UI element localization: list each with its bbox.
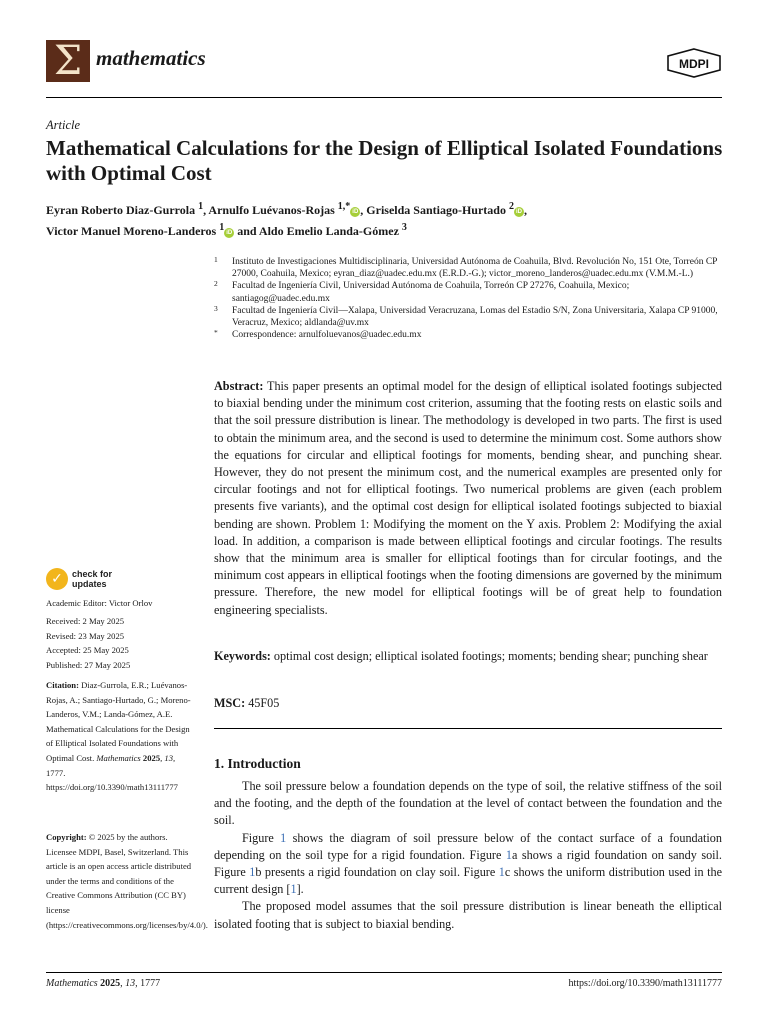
author-list	[46, 198, 726, 240]
sigma-icon: Σ	[53, 38, 83, 84]
msc-label: MSC:	[214, 696, 246, 710]
journal-logo	[46, 40, 90, 82]
keywords	[214, 648, 722, 665]
footer-doi-link[interactable]: https://doi.org/10.3390/math13111777	[568, 978, 722, 989]
figure-link[interactable]: 1	[249, 865, 256, 880]
keywords-label: Keywords:	[214, 649, 271, 663]
footer-divider	[46, 972, 722, 973]
figure-link[interactable]: 1	[498, 865, 505, 880]
citation-block: Citation: Diaz-Gurrola, E.R.; Luévanos-Rojas, A.; Santiago-Hurtado, G.; Moreno-Landeros, V.M.; Landa-Gómez, A.E. Mathematical Calculations for the Design of Elliptical Isolated Foundations with Optimal Cost. Mathematics 2025, 13, 1777. https://doi.org/10.3390/math13111777	[46, 680, 191, 793]
affiliation-text: Instituto de Investigaciones Multidisciplinaria, Universidad Autónoma de Coahuila, Blvd. Revolución No, 151 Ote, Torreón CP 27000, Coahuila, Mexico; eyran_diaz@uadec.edu.mx (E.R.D.-G.); victor_moreno_landeros@uadec.edu.mx (V.M.M.-L.)	[232, 257, 718, 280]
check-for-updates-button[interactable]	[46, 568, 166, 592]
journal-name: mathematics	[96, 46, 206, 70]
correspondence-marker: *	[214, 328, 218, 338]
author-affil-sup: 1,*	[337, 201, 351, 212]
affiliation-number: 3	[214, 303, 218, 313]
article-title: Mathematical Calculations for the Design of Elliptical Isolated Foundations with Optimal Cost	[46, 136, 723, 185]
figure-link[interactable]: 1	[280, 830, 287, 845]
affiliation-text: Facultad de Ingeniería Civil, Universidad Autónoma de Coahuila, Torreón CP 27276, Coahuila, Mexico; santiagog@uadec.edu.mx	[232, 281, 630, 304]
affiliations	[214, 256, 724, 341]
author-name[interactable]: and Aldo Emelio Landa-Gómez	[234, 224, 402, 238]
copyright-text: © 2025 by the authors. Licensee MDPI, Basel, Switzerland. This article is an open access article distributed under the terms and conditions of the Creative Commons Attribution (CC BY) license (https://creativecommons.org/licenses/by/4.0/).	[46, 832, 208, 930]
received-date: Received: 2 May 2025	[46, 616, 125, 626]
correspondence	[214, 329, 724, 341]
author-name[interactable]: Eyran Roberto Diaz-Gurrola	[46, 203, 199, 217]
citation-doi[interactable]: 1777. https://doi.org/10.3390/math13111777	[46, 767, 178, 793]
abstract-label: Abstract:	[214, 379, 264, 393]
paragraph: The soil pressure below a foundation depends on the type of soil, the relative stiffness of the soil and the footing, and the depth of the foundation at the level of contact between the foundation and the soil.	[214, 779, 722, 828]
introduction-body	[214, 778, 722, 933]
article-dates	[46, 614, 196, 672]
affiliation-item	[214, 280, 724, 304]
author-name[interactable]: , Arnulfo Luévanos-Rojas	[203, 203, 338, 217]
abstract	[214, 378, 722, 619]
citation-link[interactable]: 1	[290, 882, 297, 897]
author-separator: ,	[523, 203, 527, 217]
paragraph: Figure 1 shows the diagram of soil pressure below of the contact surface of a foundation depending on the soil type for a rigid foundation. Figure 1a shows a rigid foundation on sandy soil. Figure 1b presents a rigid foundation on clay soil. Figure 1c shows the uniform distribution used in the current design [1].	[214, 830, 722, 897]
affiliation-item	[214, 256, 724, 280]
copyright-block	[46, 830, 208, 932]
correspondence-text: Correspondence: arnulfoluevanos@uadec.edu.mx	[232, 330, 422, 341]
section-divider	[214, 728, 722, 729]
keywords-text: optimal cost design; elliptical isolated footings; moments; bending shear; punching shear	[270, 649, 708, 663]
author-affil-sup: 1	[198, 201, 204, 212]
header-divider	[46, 97, 722, 98]
abstract-text: This paper presents an optimal model for the design of elliptical isolated footings subjected to biaxial bending under the minimum cost criterion, assuming that the footing rests on elastic soils and that the soil pressure distribution is linear. The methodology is developed in two parts. The first is used to obtain the minimum area, and the second is used to determine the minimum cost. Some authors show the equations for circular and elliptical footings for moments, bending shear, and punching shear. However, they do not present the minimum cost, and the numerical examples are presented only for circular footings and not for elliptical footings. Two numerical problems are given (each problem presents five variants), and the optimal cost design for elliptical isolated footings subjected to biaxial bending are shown. Problem 1: Modifying the moment on the Y axis. Problem 2: Modifying the axial load. In addition, a comparison is made between elliptical footings and circular footings. The results show that the minimum area is smaller for elliptical footings than for circular footings, and the minimum cost appears in elliptical footings when the footing dimensions are governed by the minimum pressure. Therefore, the new model for elliptical footings will be of great help to foundation engineering specialists.	[214, 379, 722, 617]
citation-text: Diaz-Gurrola, E.R.; Luévanos-Rojas, A.; Santiago-Hurtado, G.; Moreno-Landeros, V.M.; Landa-Gómez, A.E. Mathematical Calculations for the Design of Elliptical Isolated Foundations with Optimal Cost.	[46, 680, 191, 763]
msc-code	[214, 696, 279, 711]
footer-citation: Mathematics 2025, 13, 1777	[46, 978, 161, 989]
paragraph: The proposed model assumes that the soil pressure distribution is linear beneath the elliptical isolated footing that is subject to biaxial bending.	[214, 899, 722, 931]
copyright-label: Copyright:	[46, 832, 87, 842]
academic-editor: Academic Editor: Victor Orlov	[46, 598, 153, 608]
affiliation-text: Facultad de Ingeniería Civil—Xalapa, Universidad Veracruzana, Lomas del Estadio S/N, Zona Universitaria, Xalapa CP 91000, Veracruz, Mexico; aldlanda@uv.mx	[232, 305, 718, 329]
citation-label: Citation:	[46, 680, 79, 690]
published-date: Published: 27 May 2025	[46, 659, 131, 670]
author-name[interactable]: Victor Manuel Moreno-Landeros	[46, 224, 220, 238]
revised-date: Revised: 23 May 2025	[46, 630, 125, 641]
author-affil-sup: 3	[401, 222, 407, 233]
orcid-icon[interactable]: iD	[515, 209, 522, 215]
mdpi-logo-text: MDPI	[679, 57, 709, 71]
check-for-updates-label: check for updates	[72, 569, 113, 589]
mdpi-logo	[666, 48, 722, 78]
orcid-icon[interactable]: iD	[352, 209, 359, 215]
author-name[interactable]: , Griselda Santiago-Hurtado	[360, 203, 509, 217]
section-heading: 1. Introduction	[214, 756, 301, 771]
figure-link[interactable]: 1	[505, 847, 512, 862]
author-affil-sup: 2	[508, 201, 514, 212]
affiliation-number: 1	[214, 255, 218, 264]
affiliation-item	[214, 305, 724, 329]
accepted-date: Accepted: 25 May 2025	[46, 645, 129, 656]
check-icon: ✓	[46, 568, 68, 590]
article-type: Article	[46, 118, 81, 132]
msc-text: 45F05	[245, 696, 280, 710]
affiliation-number: 2	[214, 279, 218, 289]
orcid-icon[interactable]: iD	[226, 230, 233, 236]
author-affil-sup: 1	[219, 222, 225, 233]
